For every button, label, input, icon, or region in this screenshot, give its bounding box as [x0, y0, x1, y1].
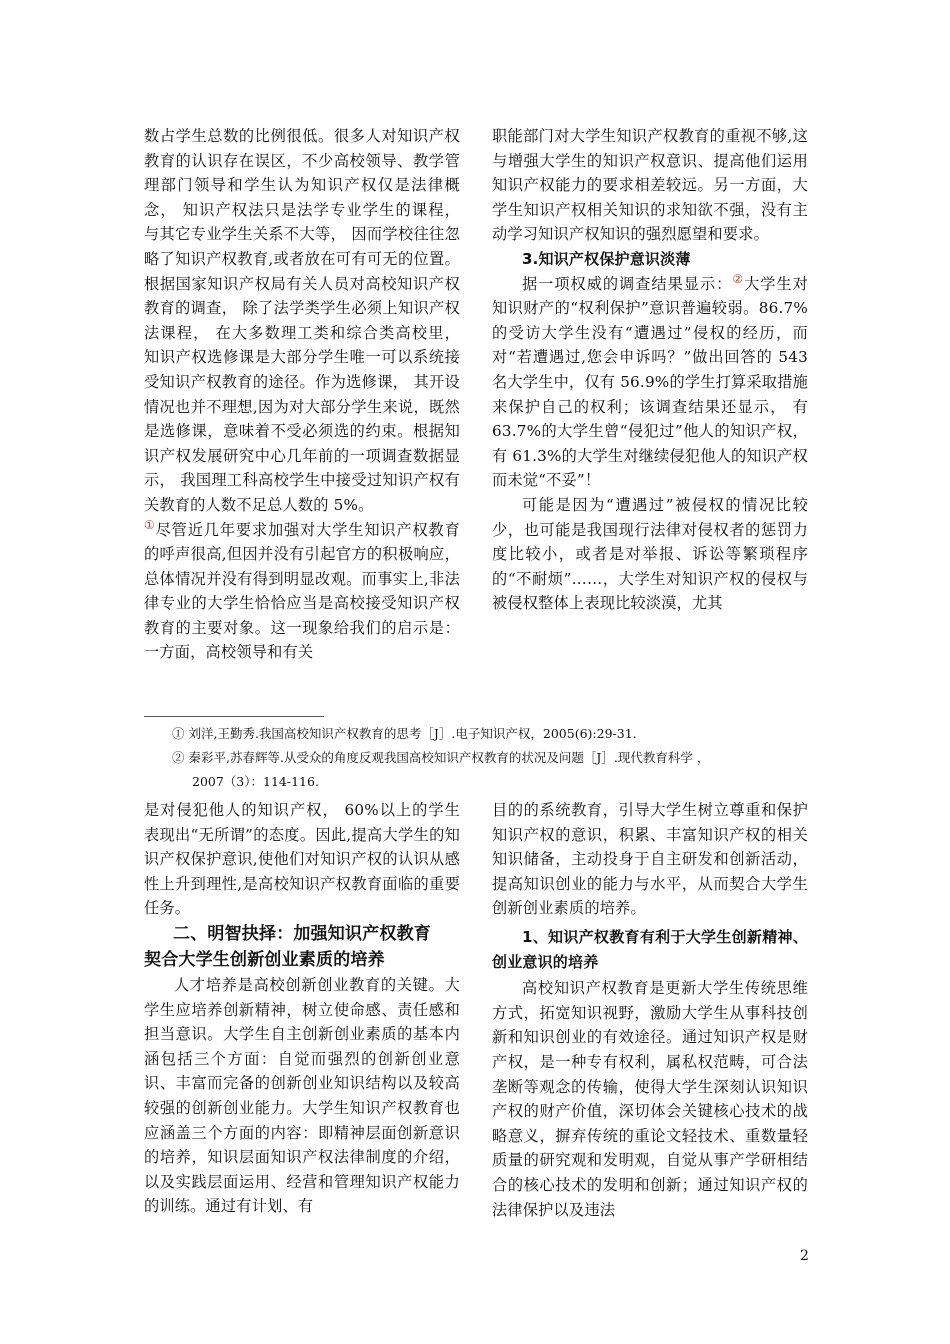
- paragraph: 可能是因为“遭遇过”被侵权的情况比较少，也可能是我国现行法律对侵权者的惩罚力度比较小，或者是对举报、诉讼等繁琐程序的“不耐烦”……，大学生对知识产权的侵权与被侵权整体上表现比较淡漠，尤其: [492, 495, 808, 613]
- footnote-marker[interactable]: ①: [144, 517, 156, 532]
- section-heading-line-1: 二、明智抉择：加强知识产权教育: [173, 923, 431, 944]
- paragraph: 是对侵犯他人的知识产权， 60%以上的学生表现出“无所谓”的态度。因此,提高大学生的知识产权保护意识,使他们对知识产权的认识从感性上升到理性,是高校知识产权教育面临的重要任务。: [144, 801, 460, 918]
- paragraph: 高校知识产权教育是更新大学生传统思维方式，拓宽知识视野，激励大学生从事科技创新和知识创业的有效途径。通过知识产权是财产权，是一种专有权利，属私权范畴，可合法垄断等观念的传输，使得大学生深刻认识知识产权的财产价值，深切体会关键核心技术的战略意义，摒弃传统的重论文轻技术、重数量轻质量的研究观和发明观，自觉从事产学研相结合的核心技术的发明和创新；通过知识产权的法律保护以及违法: [492, 979, 808, 1219]
- paragraph: 据一项权威的调查结果显示：②大学生对知识财产的“权利保护”意识普遍较弱。86.7%的受访大学生没有“遭遇过”侵权的经历，而对“若遭遇过,您会申诉吗？”做出回答的 543 名大学生中，仅有 56.9%的学生打算采取措施来保护自己的权利；该调查结果还显示， 有 63.7%的大学生曾“侵犯过”他人的知识产权，有 61.3%的大学生对继续侵犯他人的知识产权而未觉“不妥”！: [492, 271, 808, 490]
- footnote-1: ① 刘洋,王勤秀.我国高校知识产权教育的思考［J］.电子知识产权，2005(6):29-31.: [172, 726, 637, 741]
- footnote-2: ② 秦彩平,苏春辉等.从受众的角度反观我国高校知识产权教育的状况及问题［J］.现代教育科学 ，: [172, 750, 710, 765]
- subsection-heading: 1、知识产权教育有利于大学生创新精神、创业意识的培养: [492, 927, 808, 971]
- bottom-left-column: [144, 798, 460, 1219]
- footnote-2-continued: 2007（3）：114-116.: [192, 774, 319, 789]
- footnote-divider: [144, 716, 324, 717]
- paragraph: 职能部门对大学生知识产权教育的重视不够,这与增强大学生的知识产权意识、提高他们运用知识产权能力的要求相差较远。另一方面，大学生知识产权相关知识的求知欲不强，没有主动学习知识产权知识的强烈愿望和要求。: [492, 127, 808, 244]
- page-number: 2: [800, 1248, 809, 1264]
- bottom-right-column: [492, 798, 808, 1222]
- top-left-column: [144, 124, 460, 665]
- section-heading: 3.知识产权保护意识淡薄: [522, 249, 691, 268]
- paragraph: 人才培养是高校创新创业教育的关键。大学生应培养创新精神，树立使命感、责任感和担当意识。大学生自主创新创业素质的基本内涵包括三个方面：自觉而强烈的创新创业意识、丰富而完备的创新创业知识结构以及较高较强的创新创业能力。大学生知识产权教育也应涵盖三个方面的内容：即精神层面创新意识的培养，知识层面知识产权法律制度的介绍，以及实践层面运用、经营和管理知识产权能力的训练。通过有计划、有: [144, 975, 460, 1216]
- footnotes: [144, 722, 814, 794]
- footnote-marker[interactable]: ②: [732, 271, 745, 286]
- paragraph: 目的的系统教育，引导大学生树立尊重和保护知识产权的意识，积累、丰富知识产权的相关知识储备，主动投身于自主研发和创新活动，提高知识创业的能力与水平，从而契合大学生创新创业素质的培养。: [492, 801, 808, 918]
- top-right-column: [492, 124, 808, 616]
- paragraph: 数占学生总数的比例很低。很多人对知识产权教育的认识存在误区，不少高校领导、教学管理部门领导和学生认为知识产权仅是法律概念， 知识产权法只是法学专业学生的课程， 与其它专业学生关系不大等， 因而学校往往忽略了知识产权教育,或者放在可有可无的位置。根据国家知识产权局有关人员对高校知识产权教育的调查， 除了法学类学生必须上知识产权法课程， 在大多数理工类和综合类高校里， 知识产权选修课是大部分学生唯一可以系统接受知识产权教育的途径。作为选修课， 其开设情况也并不理想,因为对大部分学生来说，既然是选修课，意味着不受必须选的约束。根据知识产权发展研究中心几年前的一项调查数据显示， 我国理工科高校学生中接受过知识产权有关教育的人数不足总人数的 5%。 ①尽管近几年要求加强对大学生知识产权教育的呼声很高,但因并没有引起官方的积极响应，总体情况并没有得到明显改观。而事实上,非法律专业的大学生恰恰应当是高校接受知识产权教育的主要对象。这一现象给我们的启示是：一方面，高校领导和有关: [144, 127, 460, 662]
- section-heading-line-2: 契合大学生创新创业素质的培养: [144, 949, 385, 970]
